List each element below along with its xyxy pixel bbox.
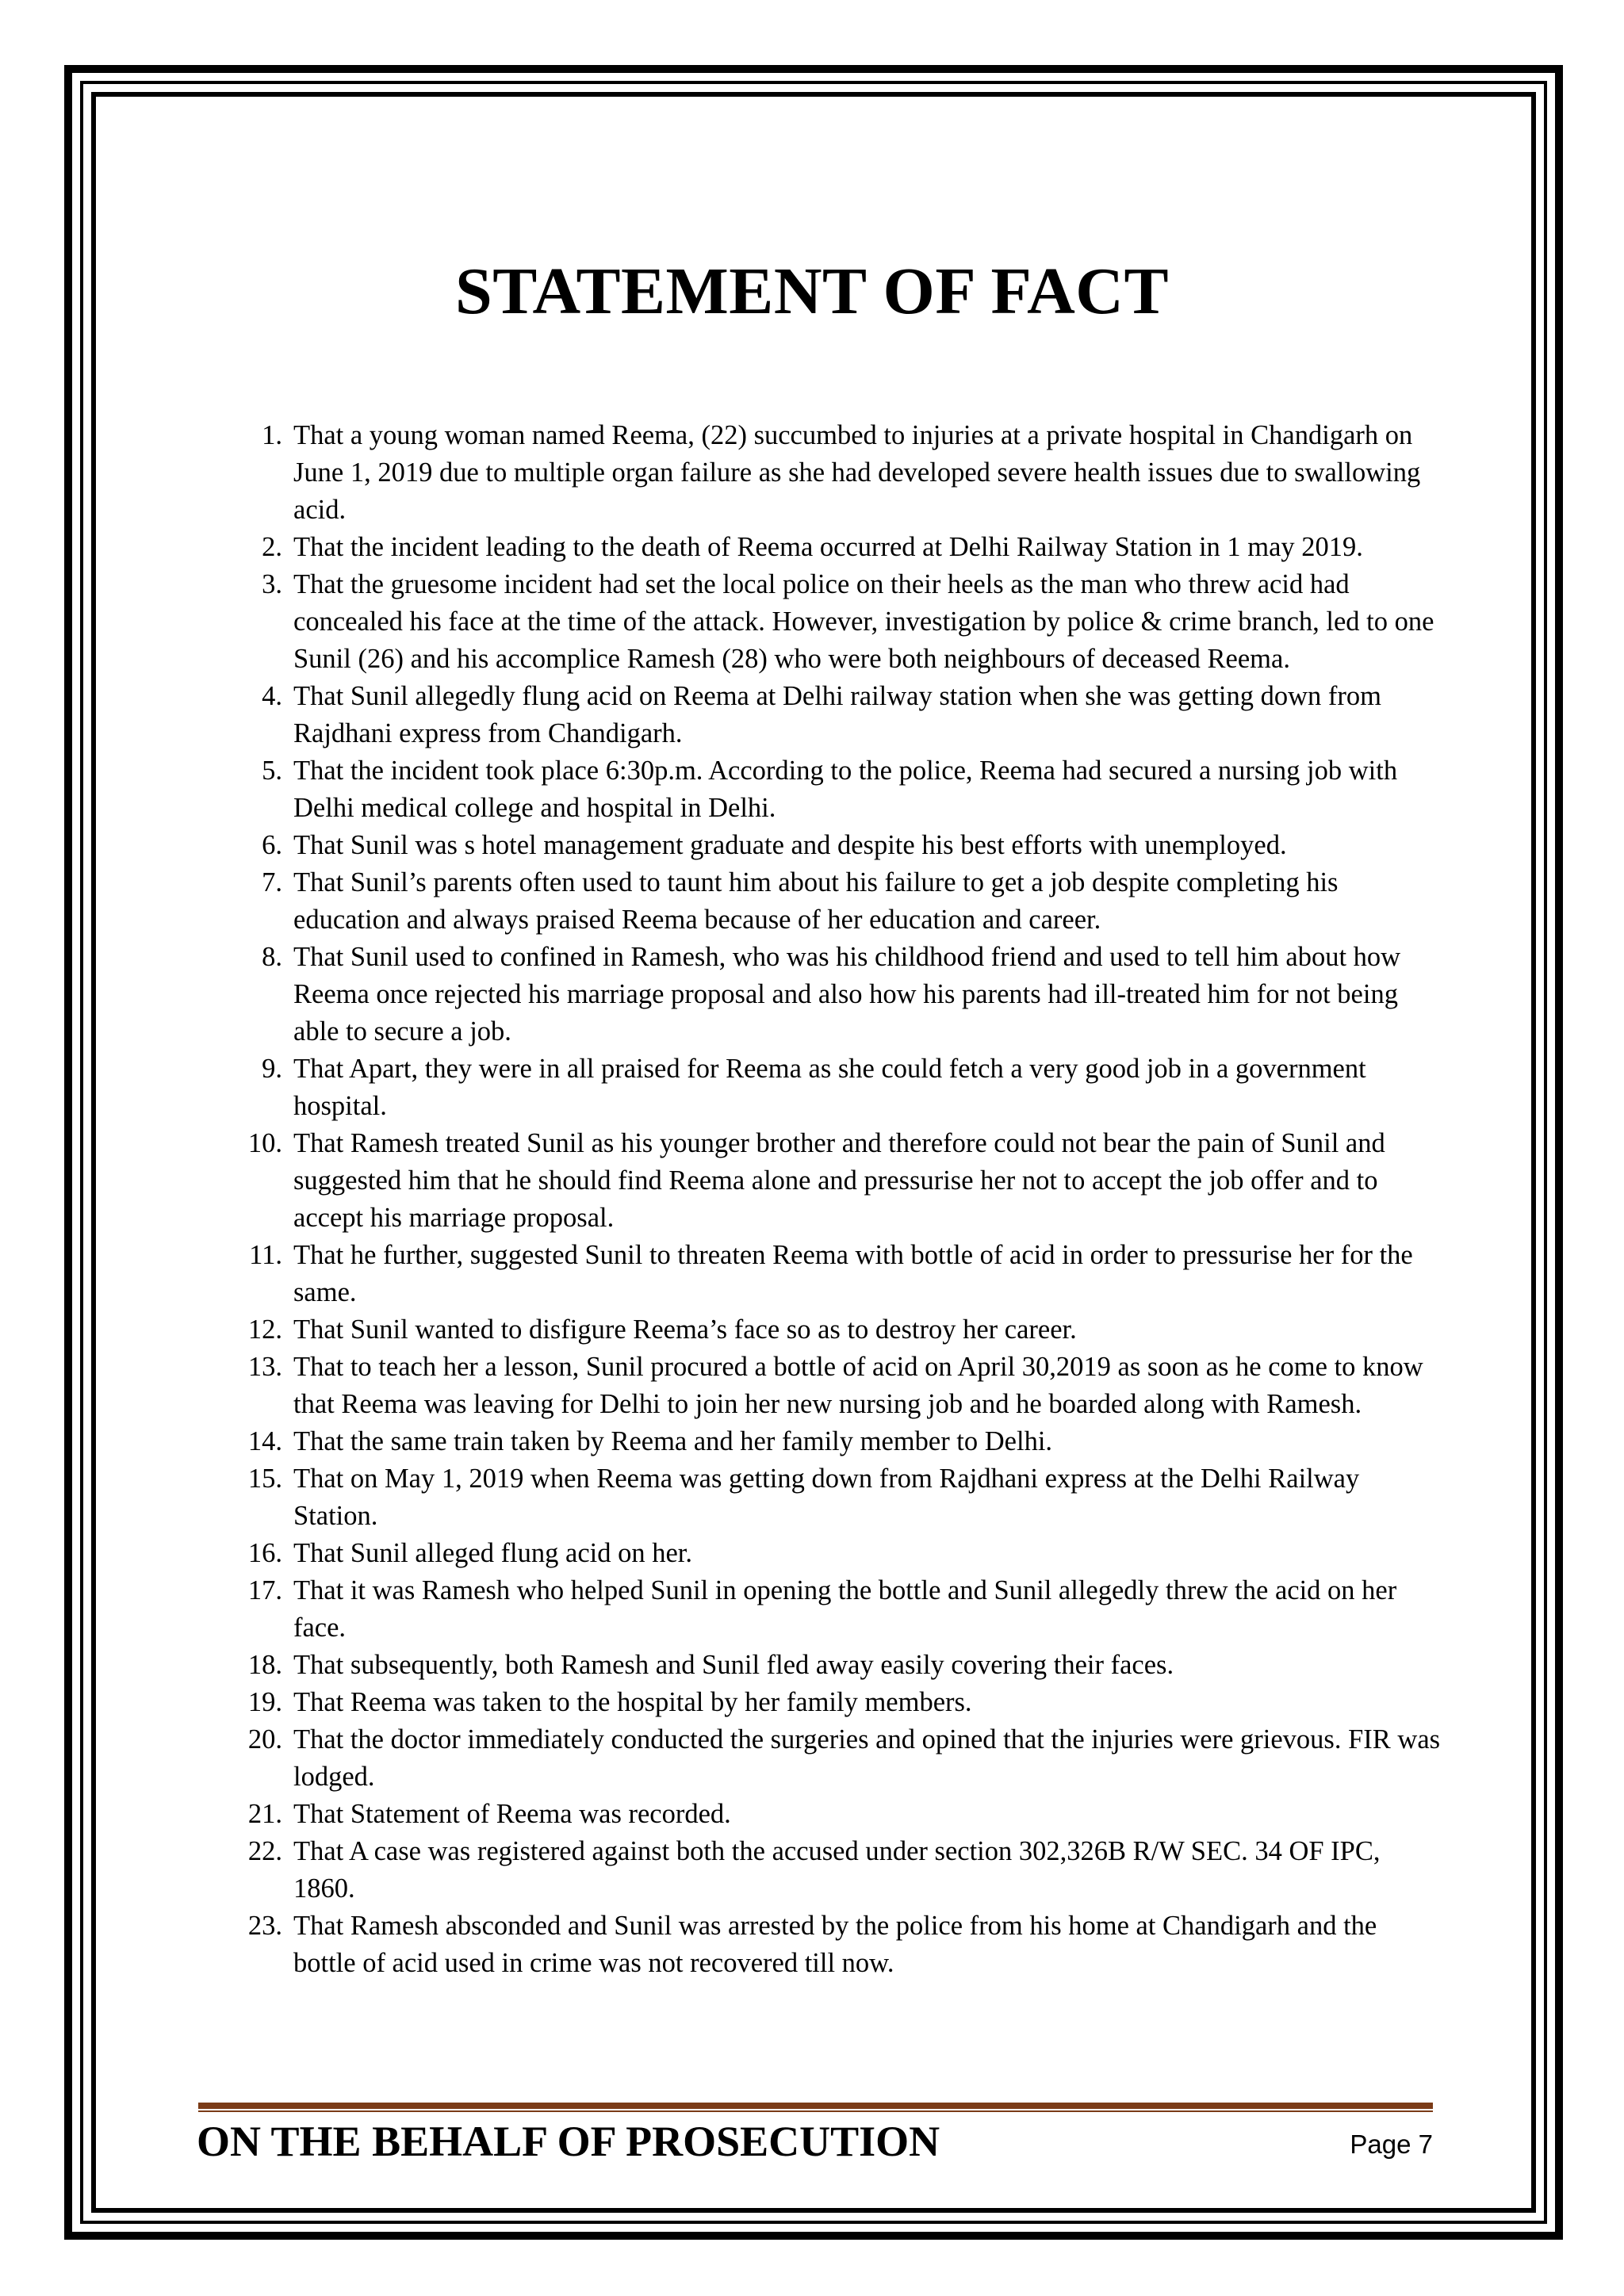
- fact-text: That Sunil allegedly flung acid on Reema at Delhi railway station when she was getting down from Rajdhani express from Chandigarh.: [293, 681, 1381, 748]
- fact-number: 11.: [249, 1240, 282, 1270]
- page-title: STATEMENT OF FACT: [455, 254, 1169, 328]
- fact-number: 22.: [247, 1836, 282, 1866]
- fact-text: That to teach her a lesson, Sunil procured a bottle of acid on April 30,2019 as soon as he come to know that Reema was leaving for Delhi to join her new nursing job and he boarded along with Ramesh.: [293, 1352, 1423, 1419]
- fact-number: 12.: [247, 1314, 282, 1345]
- fact-item: [238, 1908, 1443, 1982]
- fact-item: [238, 678, 1443, 752]
- fact-text: That Sunil used to confined in Ramesh, who was his childhood friend and used to tell him about how Reema once rejected his marriage proposal and also how his parents had ill-treated him for not being able to secure a job.: [293, 942, 1401, 1047]
- fact-item: [238, 827, 1443, 864]
- fact-text: That subsequently, both Ramesh and Sunil fled away easily covering their faces.: [293, 1650, 1174, 1680]
- fact-item: [238, 1125, 1443, 1237]
- fact-number: 4.: [262, 681, 282, 711]
- footer-label: ON THE BEHALF OF PROSECUTION: [197, 2118, 940, 2165]
- footer-rule-thin: [198, 2110, 1433, 2112]
- fact-number: 10.: [247, 1128, 282, 1158]
- fact-item: [238, 752, 1443, 827]
- fact-number: 2.: [262, 532, 282, 562]
- fact-text: That the incident leading to the death of Reema occurred at Delhi Railway Station in 1 may 2019.: [293, 532, 1363, 562]
- fact-number: 18.: [247, 1650, 282, 1680]
- fact-item: [238, 1833, 1443, 1908]
- fact-text: That the gruesome incident had set the local police on their heels as the man who threw acid had concealed his face at the time of the attack. However, investigation by police & crime branch, led to one Sunil (26) and his accomplice Ramesh (28) who were both neighbours of deceased Reema.: [293, 569, 1434, 674]
- fact-item: [238, 1460, 1443, 1535]
- fact-text: That the same train taken by Reema and her family member to Delhi.: [293, 1426, 1053, 1456]
- fact-item: [238, 529, 1443, 566]
- fact-text: That Sunil’s parents often used to taunt him about his failure to get a job despite completing his education and always praised Reema because of her education and career.: [293, 867, 1339, 935]
- fact-item: [238, 1349, 1443, 1423]
- fact-number: 20.: [247, 1724, 282, 1755]
- fact-text: That Sunil was s hotel management graduate and despite his best efforts with unemployed.: [293, 830, 1287, 860]
- fact-number: 3.: [262, 569, 282, 599]
- fact-text: That Sunil alleged flung acid on her.: [293, 1538, 692, 1568]
- fact-item: [238, 1721, 1443, 1796]
- fact-number: 8.: [262, 942, 282, 972]
- fact-text: That the doctor immediately conducted the surgeries and opined that the injuries were grievous. FIR was lodged.: [293, 1724, 1441, 1792]
- fact-text: That he further, suggested Sunil to threaten Reema with bottle of acid in order to pressurise her for the same.: [293, 1240, 1413, 1307]
- fact-item: [238, 417, 1443, 529]
- fact-number: 6.: [262, 830, 282, 860]
- fact-number: 19.: [247, 1687, 282, 1717]
- footer-rule-thick: [198, 2103, 1433, 2109]
- fact-text: That Statement of Reema was recorded.: [293, 1799, 731, 1829]
- fact-number: 13.: [247, 1352, 282, 1382]
- fact-item: [238, 1535, 1443, 1572]
- fact-text: That Reema was taken to the hospital by her family members.: [293, 1687, 972, 1717]
- fact-number: 17.: [247, 1575, 282, 1605]
- fact-number: 15.: [247, 1464, 282, 1494]
- fact-number: 14.: [247, 1426, 282, 1456]
- fact-text: That the incident took place 6:30p.m. According to the police, Reema had secured a nursing job with Delhi medical college and hospital in Delhi.: [293, 756, 1398, 823]
- fact-number: 9.: [262, 1054, 282, 1084]
- fact-item: [238, 1796, 1443, 1833]
- fact-text: That it was Ramesh who helped Sunil in opening the bottle and Sunil allegedly threw the acid on her face.: [293, 1575, 1397, 1643]
- fact-item: [238, 864, 1443, 939]
- fact-text: That Sunil wanted to disfigure Reema’s face so as to destroy her career.: [293, 1314, 1077, 1345]
- page-number: Page 7: [1350, 2130, 1433, 2159]
- fact-number: 1.: [262, 420, 282, 450]
- fact-number: 5.: [262, 756, 282, 786]
- fact-text: That Ramesh absconded and Sunil was arrested by the police from his home at Chandigarh and the bottle of acid used in crime was not recovered till now.: [293, 1911, 1377, 1978]
- fact-text: That on May 1, 2019 when Reema was getting down from Rajdhani express at the Delhi Railway Station.: [293, 1464, 1360, 1531]
- fact-item: [238, 1647, 1443, 1684]
- fact-text: That A case was registered against both the accused under section 302,326B R/W SEC. 34 OF IPC, 1860.: [293, 1836, 1381, 1904]
- fact-number: 16.: [247, 1538, 282, 1568]
- fact-text: That Apart, they were in all praised for Reema as she could fetch a very good job in a government hospital.: [293, 1054, 1366, 1121]
- fact-item: [238, 1311, 1443, 1349]
- fact-number: 23.: [247, 1911, 282, 1941]
- fact-text: That a young woman named Reema, (22) succumbed to injuries at a private hospital in Chandigarh on June 1, 2019 due to multiple organ failure as she had developed severe health issues due to swallowing acid.: [293, 420, 1421, 525]
- fact-item: [238, 939, 1443, 1050]
- fact-item: [238, 566, 1443, 678]
- fact-number: 7.: [262, 867, 282, 897]
- fact-item: [238, 1572, 1443, 1647]
- fact-item: [238, 1050, 1443, 1125]
- fact-text: That Ramesh treated Sunil as his younger brother and therefore could not bear the pain of Sunil and suggested him that he should find Reema alone and pressurise her not to accept the job offer and to accept his marriage proposal.: [293, 1128, 1385, 1233]
- fact-number: 21.: [247, 1799, 282, 1829]
- fact-item: [238, 1237, 1443, 1311]
- fact-item: [238, 1423, 1443, 1460]
- facts-list: [238, 417, 1443, 1982]
- fact-item: [238, 1684, 1443, 1721]
